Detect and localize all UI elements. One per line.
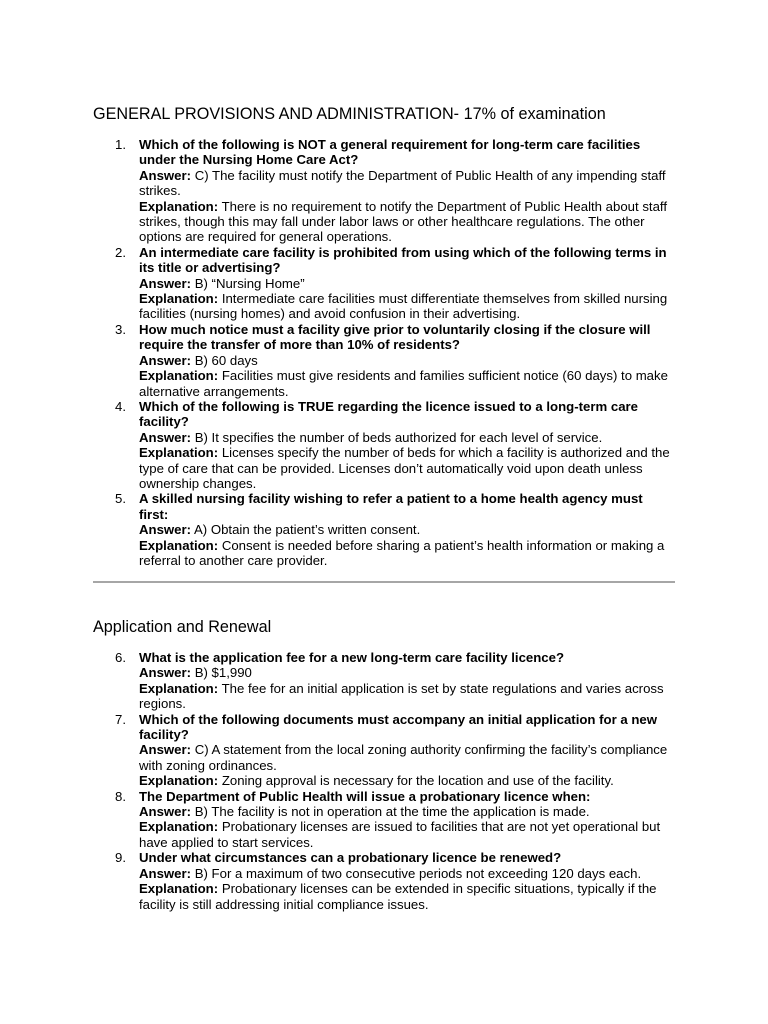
explanation-line [139,538,675,569]
question-item [0,491,768,568]
explanation-text: Intermediate care facilities must differentiate themselves from skilled nursing facilities (nursing homes) and avoid confusion in their advertising. [139,291,668,322]
explanation-line [139,881,675,912]
answer-line [139,522,675,537]
question-body [139,850,675,912]
answer-line [139,430,675,445]
explanation-text: Consent is needed before sharing a patient’s health information or making a referral to another care provider. [139,537,665,568]
answer-label: Answer: [139,865,192,881]
question-text: An intermediate care facility is prohibited from using which of the following terms in its title or advertising? [139,244,667,276]
question-number: 2. [115,244,126,260]
answer-text: B) 60 days [194,352,258,368]
question-item [0,137,768,245]
answer-label: Answer: [139,352,192,368]
answer-label: Answer: [139,429,192,445]
question-text: The Department of Public Health will issue a probationary licence when: [139,788,591,804]
explanation-text: The fee for an initial application is set by state regulations and varies across regions. [139,680,664,712]
explanation-line [139,199,675,245]
question-number: 9. [115,850,126,866]
answer-text: B) The facility is not in operation at the time the application is made. [194,804,590,820]
answer-label: Answer: [139,275,192,291]
answer-text: B) $1,990 [194,665,252,681]
answer-label: Answer: [139,522,192,538]
question-number: 7. [115,711,126,727]
question-text: Which of the following is NOT a general requirement for long-term care facilities under the Nursing Home Care Act? [139,137,641,168]
answer-label: Answer: [139,742,192,758]
section-heading-application-renewal: Application and Renewal [93,618,272,636]
question-item [0,789,768,851]
question-number: 5. [115,491,126,507]
answer-line [139,168,675,199]
explanation-line [139,773,675,788]
question-number: 8. [115,788,126,804]
explanation-text: Zoning approval is necessary for the location and use of the facility. [221,773,614,789]
answer-text: C) The facility must notify the Department of Public Health of any impending staff strikes. [139,167,666,199]
horizontal-divider [93,581,675,583]
answer-text: B) “Nursing Home” [194,275,305,291]
explanation-label: Explanation: [139,773,219,789]
explanation-label: Explanation: [139,819,219,835]
question-item [0,245,768,322]
question-body [139,789,675,851]
explanation-line [139,291,675,322]
question-body [139,245,675,322]
answer-text: B) It specifies the number of beds authorized for each level of service. [194,429,603,445]
question-text: Under what circumstances can a probationary licence be renewed? [139,850,562,866]
question-body [139,712,675,789]
explanation-label: Explanation: [139,445,219,461]
explanation-text: Probationary licenses are issued to facilities that are not yet operational but have applied to start services. [139,819,661,850]
answer-label: Answer: [139,665,192,681]
question-number: 6. [115,650,126,665]
answer-line [139,665,675,680]
answer-line [139,866,675,881]
explanation-label: Explanation: [139,881,219,897]
question-number: 1. [115,137,126,152]
question-item [0,322,768,399]
answer-line [139,742,675,773]
question-text: A skilled nursing facility wishing to refer a patient to a home health agency must first: [139,491,643,522]
explanation-text: There is no requirement to notify the Department of Public Health about staff strikes, though this may fall under labor laws or other healthcare regulations. The other options are required for general operations. [139,198,668,245]
question-item [0,650,768,712]
explanation-label: Explanation: [139,368,219,384]
question-item [0,850,768,912]
answer-line [139,804,675,819]
explanation-label: Explanation: [139,198,219,214]
question-body [139,399,675,491]
question-body [139,650,675,712]
explanation-text: Facilities must give residents and families sufficient notice (60 days) to make alternative arrangements. [139,368,668,399]
explanation-line [139,368,675,399]
explanation-text: Licenses specify the number of beds for which a facility is authorized and the type of care that can be provided. Licenses don’t automatically void upon death unless ownership changes. [139,445,670,491]
answer-text: B) For a maximum of two consecutive periods not exceeding 120 days each. [194,865,642,881]
answer-label: Answer: [139,804,192,820]
question-item [0,399,768,491]
section-heading-general-provisions: GENERAL PROVISIONS AND ADMINISTRATION- 17% of examination [93,105,606,123]
question-text: What is the application fee for a new long-term care facility licence? [139,650,565,665]
question-number: 4. [115,398,126,414]
question-list-application-renewal [0,650,768,912]
explanation-text: Probationary licenses can be extended in specific situations, typically if the facility is still addressing initial compliance issues. [139,881,657,912]
explanation-label: Explanation: [139,537,219,553]
answer-text: C) A statement from the local zoning authority confirming the facility’s compliance with zoning ordinances. [139,742,668,773]
explanation-line [139,445,675,491]
answer-line [139,353,675,368]
explanation-label: Explanation: [139,680,219,696]
question-body [139,137,675,245]
question-text: How much notice must a facility give prior to voluntarily closing if the closure will require the transfer of more than 10% of residents? [139,321,651,353]
question-body [139,322,675,399]
question-number: 3. [115,321,126,337]
question-body [139,491,675,568]
explanation-label: Explanation: [139,291,219,307]
explanation-line [139,819,675,850]
answer-text: A) Obtain the patient’s written consent. [193,522,421,538]
answer-line [139,276,675,291]
question-item [0,712,768,789]
question-text: Which of the following documents must accompany an initial application for a new facility? [139,711,658,743]
question-list-general-provisions [0,137,768,568]
explanation-line [139,681,675,712]
question-text: Which of the following is TRUE regarding the licence issued to a long-term care facility? [139,398,638,430]
answer-label: Answer: [139,167,192,183]
